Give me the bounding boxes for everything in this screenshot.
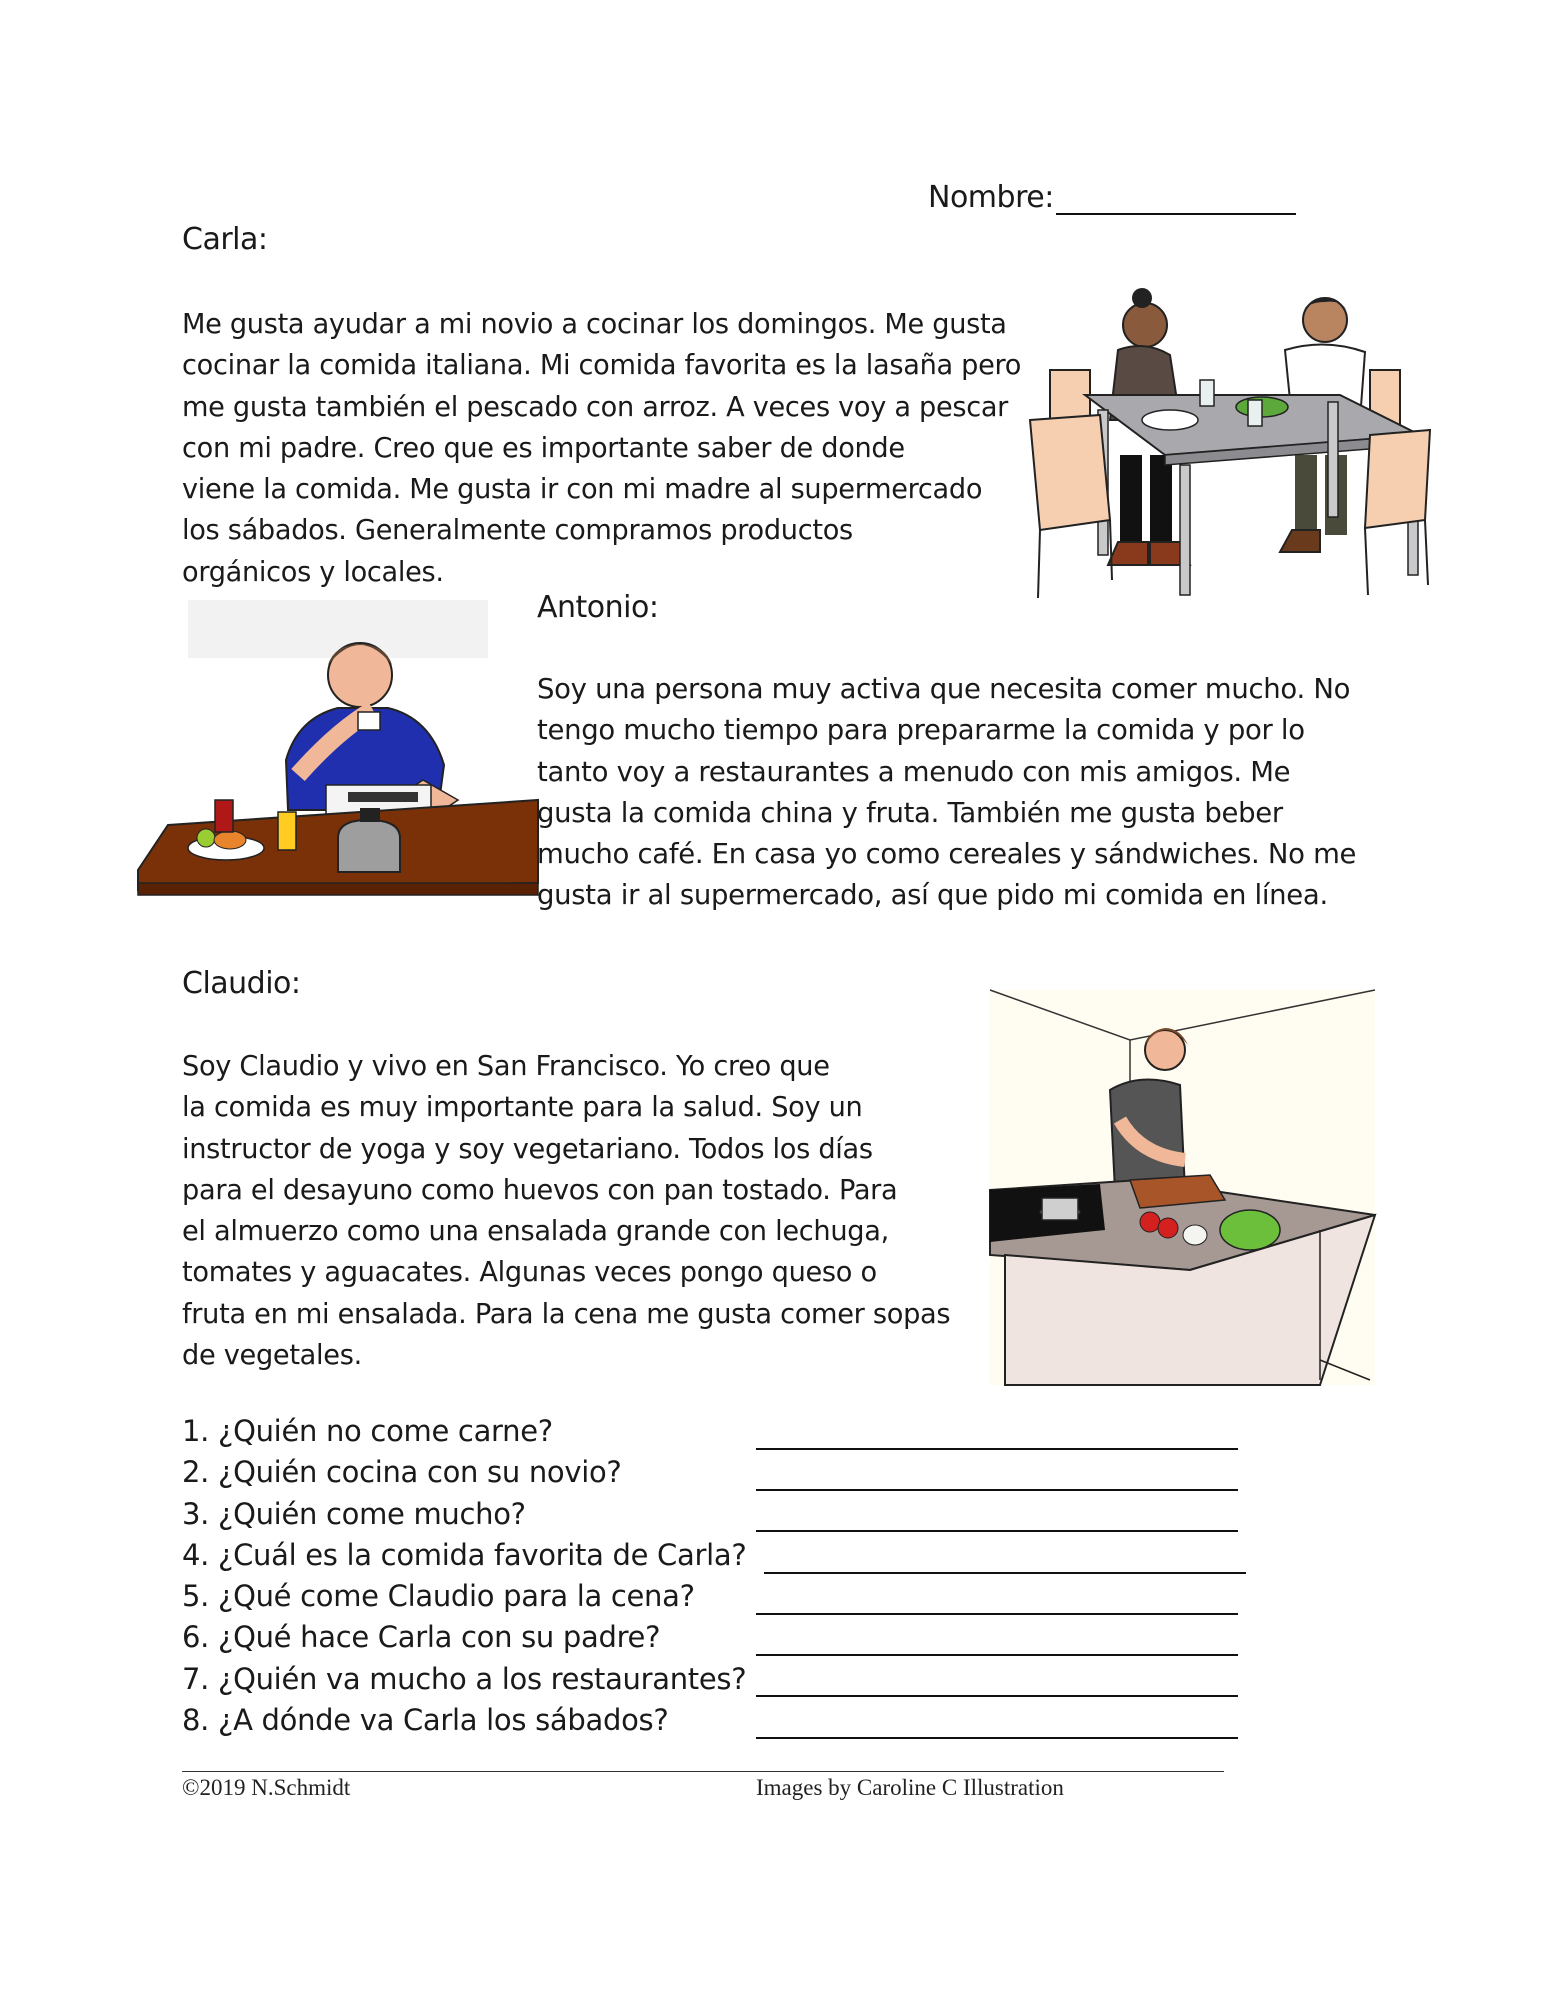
text-line: de vegetales. (182, 1340, 362, 1372)
text-line: el almuerzo como una ensalada grande con lechuga, (182, 1216, 889, 1248)
text-line: gusta la comida china y fruta. También me gusta beber (537, 796, 1283, 829)
carla-heading: Carla: (182, 222, 268, 257)
text-line: la comida es muy importante para la salud. Soy un (182, 1092, 863, 1124)
text-line: mucho café. En casa yo como cereales y sándwiches. No me (537, 838, 1357, 871)
text-line: me gusta también el pescado con arroz. A veces voy a pescar (182, 391, 1009, 423)
text-line: orgánicos y locales. (182, 556, 444, 588)
antonio-heading: Antonio: (537, 590, 659, 625)
text-line: Me gusta ayudar a mi novio a cocinar los domingos. Me gusta (182, 309, 1007, 340)
carla-paragraph (182, 304, 1021, 593)
text-line: tengo mucho tiempo para prepararme la comida y por lo (537, 714, 1305, 747)
claudio-paragraph (182, 1046, 950, 1376)
text-line: con mi padre. Creo que es importante saber de donde (182, 432, 905, 464)
antonio-paragraph (537, 669, 1356, 917)
answer-blank-6[interactable] (756, 1654, 1238, 1656)
questions-list (182, 1411, 746, 1741)
text-line: instructor de yoga y soy vegetariano. Todos los días (182, 1133, 873, 1165)
text-line: Soy Claudio y vivo en San Francisco. Yo creo que (182, 1051, 830, 1082)
question-3: 3. ¿Quién come mucho? (182, 1496, 526, 1531)
text-line: gusta ir al supermercado, así que pido mi comida en línea. (537, 879, 1328, 912)
copyright-text: ©2019 N.Schmidt (182, 1775, 351, 1800)
question-4: 4. ¿Cuál es la comida favorita de Carla? (182, 1537, 747, 1572)
question-1: 1. ¿Quién no come carne? (182, 1414, 553, 1448)
text-line: Soy una persona muy activa que necesita comer mucho. No (537, 673, 1351, 705)
question-2: 2. ¿Quién cocina con su novio? (182, 1455, 622, 1490)
question-8: 8. ¿A dónde va Carla los sábados? (182, 1703, 669, 1738)
image-credits-text: Images by Caroline C Illustration (756, 1775, 1064, 1800)
man-breakfast-illustration (138, 600, 538, 910)
text-line: los sábados. Generalmente compramos productos (182, 515, 853, 547)
answer-blank-7[interactable] (756, 1695, 1238, 1697)
text-line: viene la comida. Me gusta ir con mi madre al supermercado (182, 474, 983, 506)
answer-blank-2[interactable] (756, 1489, 1238, 1491)
text-line: fruta en mi ensalada. Para la cena me gusta comer sopas (182, 1298, 951, 1330)
question-6: 6. ¿Qué hace Carla con su padre? (182, 1620, 661, 1655)
name-label: Nombre: (928, 180, 1054, 215)
claudio-heading: Claudio: (182, 966, 301, 1001)
footer-divider (182, 1771, 1224, 1772)
text-line: tanto voy a restaurantes a menudo con mis amigos. Me (537, 755, 1291, 788)
answer-blank-5[interactable] (756, 1613, 1238, 1615)
answer-blank-4[interactable] (764, 1572, 1246, 1574)
name-field (928, 180, 1296, 215)
answer-blank-8[interactable] (756, 1737, 1238, 1739)
answer-blank-1[interactable] (756, 1448, 1238, 1450)
answer-blank-3[interactable] (756, 1530, 1238, 1532)
text-line: para el desayuno como huevos con pan tostado. Para (182, 1174, 898, 1206)
text-line: tomates y aguacates. Algunas veces pongo queso o (182, 1257, 877, 1289)
couple-eating-illustration (1030, 280, 1430, 600)
man-cooking-illustration (990, 990, 1380, 1385)
question-7: 7. ¿Quién va mucho a los restaurantes? (182, 1661, 747, 1696)
question-5: 5. ¿Qué come Claudio para la cena? (182, 1579, 695, 1614)
name-blank-line[interactable] (1056, 185, 1296, 215)
text-line: cocinar la comida italiana. Mi comida favorita es la lasaña pero (182, 350, 1022, 382)
